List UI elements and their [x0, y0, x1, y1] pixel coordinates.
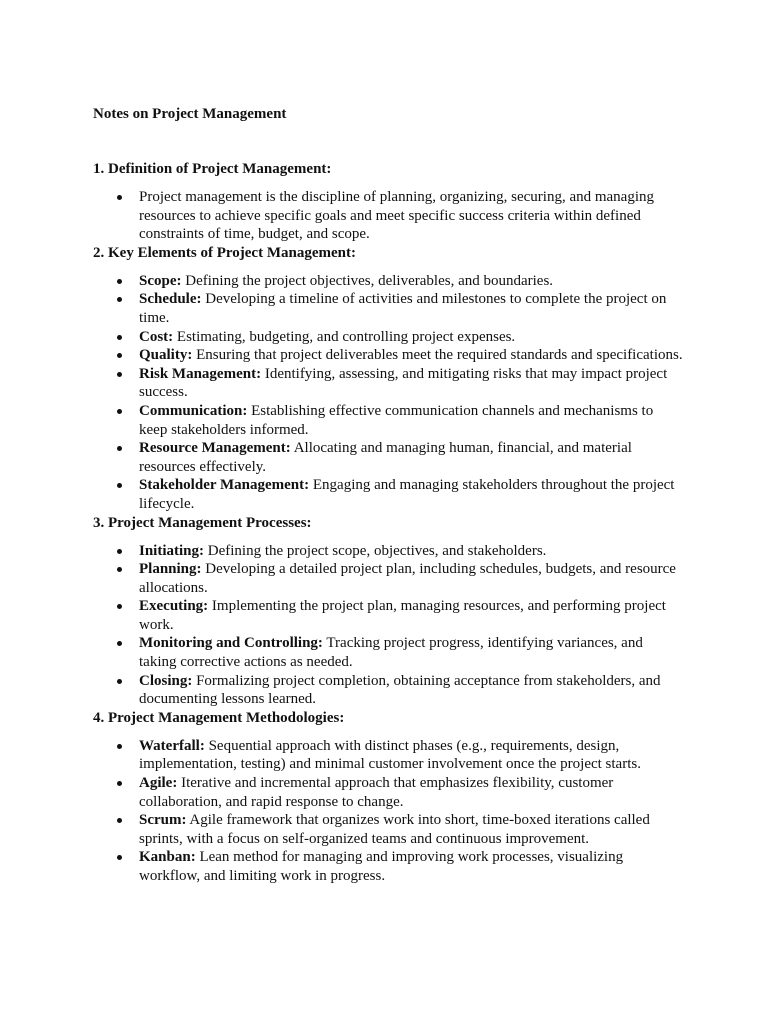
list-item: [139, 672, 683, 709]
item-term: Executing:: [139, 598, 209, 615]
list-item: [139, 737, 683, 774]
list-item: [139, 346, 683, 365]
list-item: [139, 476, 683, 513]
item-term: Stakeholder Management:: [139, 477, 310, 494]
section-methodologies: [93, 709, 683, 886]
bullet-list: [93, 188, 683, 244]
section-key-elements: [93, 244, 683, 514]
item-term: Waterfall:: [139, 737, 205, 754]
item-text: Allocating and managing human, financial, and material resources effectively.: [139, 440, 632, 475]
list-item: [139, 290, 683, 327]
item-term: Closing:: [139, 672, 193, 689]
item-text: Engaging and managing stakeholders throughout the project lifecycle.: [139, 477, 675, 512]
item-text: Implementing the project plan, managing resources, and performing project work.: [139, 598, 666, 633]
list-item: [139, 272, 683, 291]
section-heading: 3. Project Management Processes:: [93, 514, 312, 531]
list-item: [139, 560, 683, 597]
item-term: Schedule:: [139, 291, 202, 308]
list-item: [139, 774, 683, 811]
item-text: Lean method for managing and improving work processes, visualizing workflow, and limiting work in progress.: [139, 849, 624, 884]
item-text: Agile framework that organizes work into short, time-boxed iterations called sprints, with a focus on self-organized teams and continuous improvement.: [139, 812, 650, 847]
list-item: [139, 542, 683, 561]
item-text: Sequential approach with distinct phases (e.g., requirements, design, implementation, testing) and minimal customer involvement once the project starts.: [139, 737, 641, 773]
item-term: Agile:: [139, 775, 178, 792]
document-body: [93, 160, 683, 886]
list-item: [139, 188, 683, 244]
item-text: Developing a timeline of activities and milestones to complete the project on time.: [139, 291, 667, 326]
bullet-list: [93, 737, 683, 886]
list-item: [139, 402, 683, 439]
list-item: [139, 811, 683, 848]
section-processes: [93, 514, 683, 709]
section-definition: [93, 160, 683, 244]
item-text: Identifying, assessing, and mitigating risks that may impact project success.: [139, 365, 668, 401]
item-text: Defining the project objectives, deliverables, and boundaries.: [181, 272, 554, 289]
item-text: Formalizing project completion, obtaining acceptance from stakeholders, and documenting lessons learned.: [139, 672, 661, 708]
list-item: [139, 328, 683, 347]
item-text: Tracking project progress, identifying variances, and taking corrective actions as needed.: [139, 635, 643, 671]
item-text: Establishing effective communication channels and mechanisms to keep stakeholders informed.: [139, 402, 654, 438]
item-term: Initiating:: [139, 542, 205, 559]
item-text: Estimating, budgeting, and controlling project expenses.: [173, 328, 516, 345]
list-item: [139, 365, 683, 402]
item-term: Cost:: [139, 328, 174, 345]
list-item: [139, 439, 683, 476]
item-text: Iterative and incremental approach that emphasizes flexibility, customer collaboration, and rapid response to change.: [139, 775, 614, 810]
document-title: Notes on Project Management: [93, 106, 287, 122]
list-item: [139, 634, 683, 671]
item-term: Resource Management:: [139, 440, 291, 457]
item-term: Scrum:: [139, 812, 187, 829]
item-term: Quality:: [139, 347, 193, 364]
item-text: Developing a detailed project plan, including schedules, budgets, and resource allocations.: [139, 561, 676, 596]
item-term: Communication:: [139, 402, 248, 419]
item-term: Monitoring and Controlling:: [139, 635, 323, 652]
item-term: Kanban:: [139, 849, 196, 866]
item-term: Scope:: [139, 272, 182, 289]
list-item: [139, 848, 683, 885]
list-item: [139, 597, 683, 634]
item-text: Project management is the discipline of planning, organizing, securing, and managing resources to achieve specific goals and meet specific success criteria within defined constraints of time, budget, and scope.: [139, 189, 655, 243]
bullet-list: [93, 542, 683, 709]
bullet-list: [93, 272, 683, 514]
item-term: Risk Management:: [139, 365, 262, 382]
item-text: Ensuring that project deliverables meet the required standards and specifications.: [192, 347, 683, 364]
section-heading: 1. Definition of Project Management:: [93, 161, 332, 177]
section-heading: 4. Project Management Methodologies:: [93, 709, 345, 726]
section-heading: 2. Key Elements of Project Management:: [93, 244, 356, 261]
item-text: Defining the project scope, objectives, and stakeholders.: [204, 542, 547, 559]
item-term: Planning:: [139, 561, 202, 578]
